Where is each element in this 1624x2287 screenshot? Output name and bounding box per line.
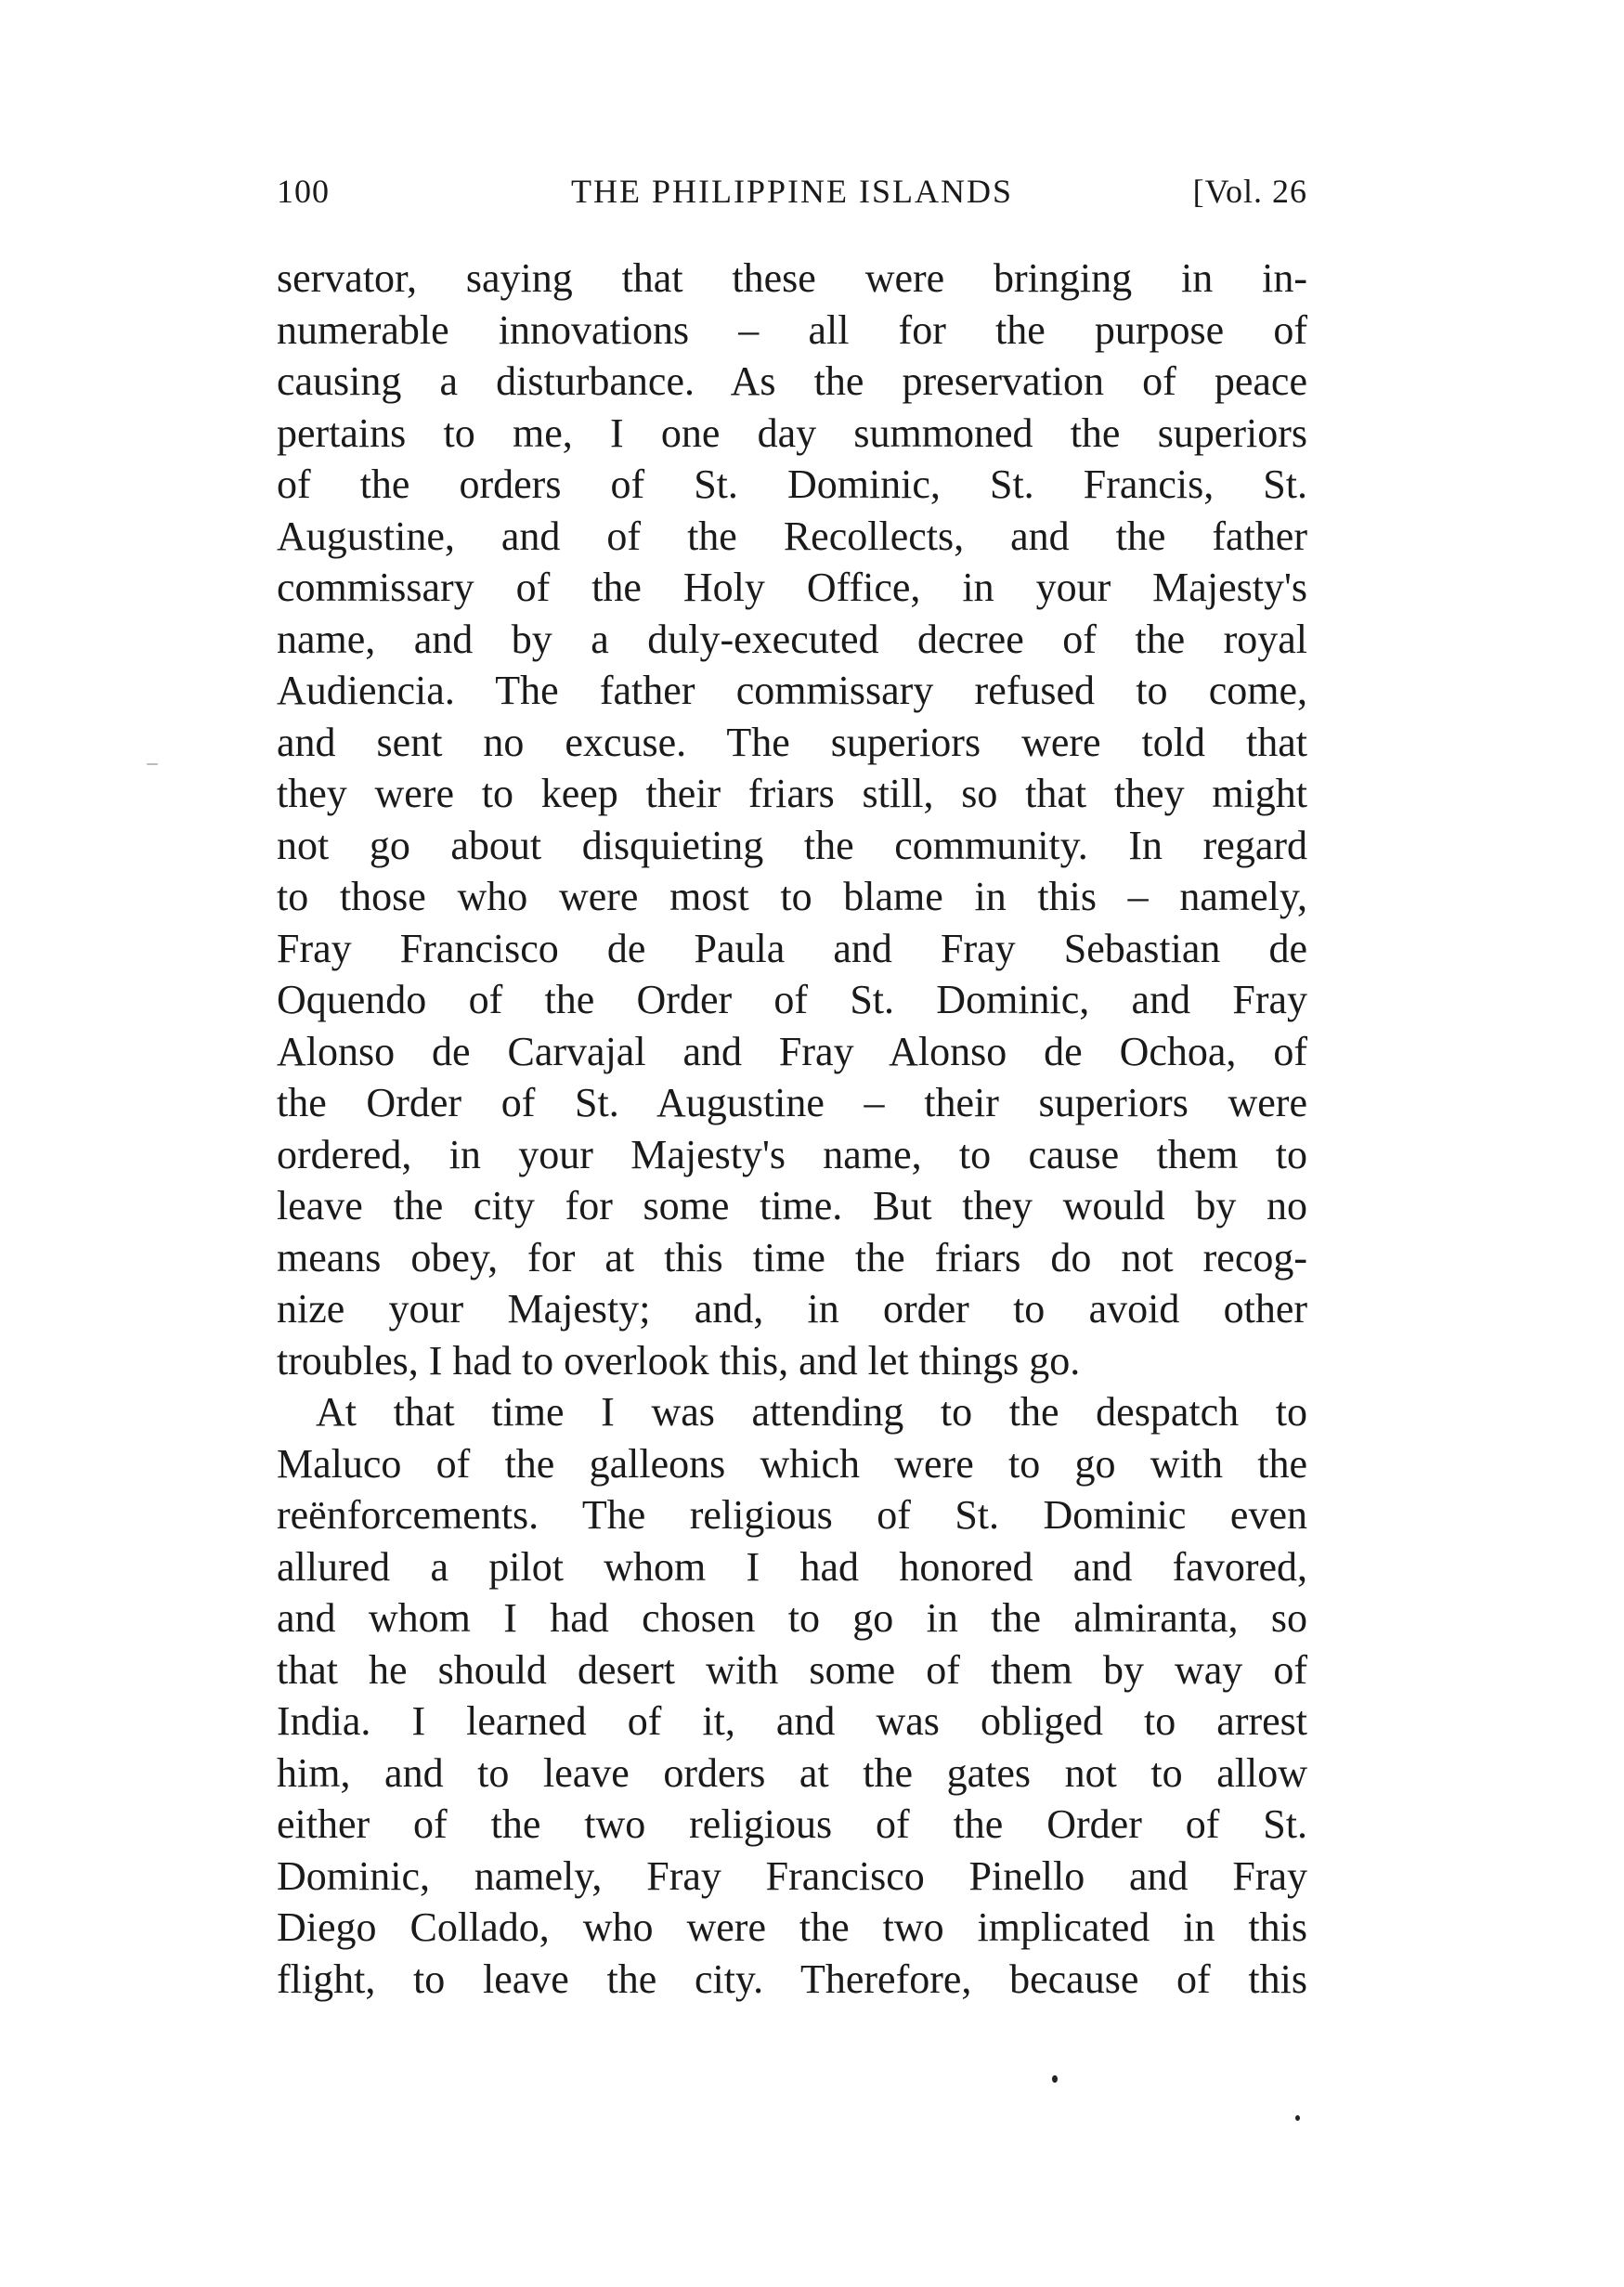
text-line: Augustine, and of the Recollects, and the father — [277, 513, 1307, 559]
text-line: numerable innovations – all for the purpose of — [277, 306, 1307, 353]
text-line: they were to keep their friars still, so that they might — [277, 771, 1307, 816]
text-line: the Order of St. Augustine – their superiors were — [277, 1080, 1307, 1125]
text-line: Alonso de Carvajal and Fray Alonso de Ochoa, of — [277, 1028, 1307, 1074]
text-line: Oquendo of the Order of St. Dominic, and Fray — [277, 977, 1307, 1022]
text-line: of the orders of St. Dominic, St. Francis, St. — [277, 461, 1307, 507]
text-line: Maluco of the galleons which were to go with the — [277, 1440, 1307, 1487]
text-line: Dominic, namely, Fray Francisco Pinello and Fray — [277, 1852, 1307, 1899]
text-line: reënforcements. The religious of St. Dominic even — [277, 1492, 1307, 1538]
page-number: 100 — [277, 173, 330, 210]
ink-speck — [1295, 2115, 1300, 2121]
text-line: Audiencia. The father commissary refused to come, — [277, 668, 1307, 713]
text-line: and sent no excuse. The superiors were told that — [277, 719, 1307, 765]
ink-speck — [1052, 2075, 1058, 2083]
text-line: leave the city for some time. But they would by no — [277, 1183, 1307, 1228]
text-line: flight, to leave the city. Therefore, because of this — [277, 1956, 1307, 2002]
text-line: Diego Collado, who were the two implicated in this — [277, 1904, 1307, 1950]
text-line: Fray Francisco de Paula and Fray Sebastian de — [277, 925, 1307, 971]
text-line: means obey, for at this time the friars do not recog- — [277, 1234, 1307, 1280]
text-line: servator, saying that these were bringing in in- — [277, 255, 1307, 301]
text-line: causing a disturbance. As the preservation of peace — [277, 358, 1307, 404]
text-line: to those who were most to blame in this – namely, — [277, 874, 1307, 919]
text-line: allured a pilot whom I had honored and favored, — [277, 1543, 1307, 1590]
text-line: him, and to leave orders at the gates not to allow — [277, 1749, 1307, 1796]
volume-label: [Vol. 26 — [1192, 173, 1307, 210]
running-head — [277, 172, 1307, 218]
text-line: India. I learned of it, and was obliged to arrest — [277, 1698, 1307, 1744]
margin-mark — [147, 763, 158, 765]
text-line: troubles, I had to overlook this, and let things go. — [277, 1337, 1081, 1384]
text-line: and whom I had chosen to go in the almiranta, so — [277, 1595, 1307, 1641]
text-line: At that time I was attending to the despatch to — [316, 1389, 1307, 1435]
body-text — [277, 253, 1307, 2005]
text-line: ordered, in your Majesty's name, to cause them to — [277, 1131, 1307, 1177]
text-line: not go about disquieting the community. In regard — [277, 822, 1307, 868]
running-title: THE PHILIPPINE ISLANDS — [571, 173, 1013, 210]
text-line: nize your Majesty; and, in order to avoid other — [277, 1286, 1307, 1332]
text-line: either of the two religious of the Order of St. — [277, 1801, 1307, 1847]
text-line: commissary of the Holy Office, in your Majesty's — [277, 565, 1307, 610]
text-line: name, and by a duly-executed decree of the royal — [277, 616, 1307, 662]
text-line: pertains to me, I one day summoned the superiors — [277, 409, 1307, 456]
text-line: that he should desert with some of them by way of — [277, 1646, 1307, 1693]
